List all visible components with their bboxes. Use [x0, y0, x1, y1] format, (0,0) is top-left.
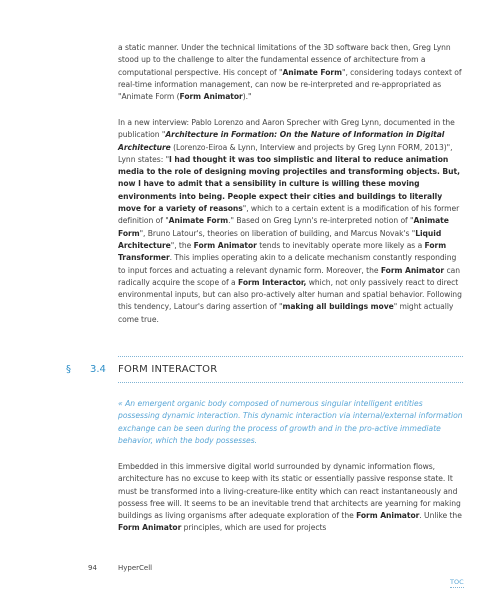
- term-animate-form: Animate Form: [118, 216, 449, 238]
- section-divider-top: [118, 356, 463, 357]
- page-number: 94: [88, 564, 97, 572]
- term-animate-form: Animate Form: [282, 67, 342, 77]
- term-form-animator: Form Animator: [193, 240, 257, 250]
- text-run: In a new interview: Pablo Lorenzo and Aaron Sprecher with Greg Lynn, documented in the publication ": [118, 118, 455, 140]
- term-form-animator: Form Animator: [356, 511, 420, 521]
- publication-title: Architecture in Formation: On the Nature of Information in Digital Architecture: [118, 130, 445, 152]
- body-paragraph-1: [118, 42, 463, 103]
- text-run: " might actually come true.: [118, 302, 454, 324]
- lynn-quote: I had thought it was too simplistic and literal to reduce animation media to the role of designing moving projectiles and transforming objects. But, now I have to admit that a sensibility in culture is willing these moving environments into being. People expect their cities and buildings to literally move for a variety of reasons: [118, 154, 460, 214]
- text-run: ", considering todays context of real-time information management, can now be re-interpreted and re-appropriated as "Animate Form (: [118, 67, 462, 102]
- latour-assertion: making all buildings move: [282, 302, 394, 312]
- section-title: FORM INTERACTOR: [118, 364, 218, 375]
- text-run: ." Based on Greg Lynn's re-interpreted notion of ": [228, 216, 414, 226]
- term-form-animator: Form Animator: [179, 92, 243, 102]
- section-number: 3.4: [90, 364, 106, 375]
- term-liquid-architecture: Liquid Architecture: [118, 228, 442, 250]
- term-form-interactor: Form Interactor,: [237, 277, 307, 287]
- text-run: ).": [242, 92, 252, 102]
- term-form-animator: Form Animator: [380, 265, 445, 275]
- term-form-animator: Form Animator: [118, 523, 182, 533]
- section-symbol: §: [66, 364, 71, 375]
- text-run: tends to inevitably operate more likely as a: [256, 240, 425, 250]
- text-run: (Lorenzo-Eiroa & Lynn, Interview and projects by Greg Lynn FORM, 2013)", Lynn states: ": [118, 142, 453, 164]
- text-run: a static manner. Under the technical limitations of the 3D software back then, Greg Lynn stood up to the challenge to alter the fundamental essence of architecture from a computational perspective. His concept of ": [118, 43, 451, 77]
- text-run: principles, which are used for projects: [181, 523, 327, 533]
- body-paragraph-2: [118, 117, 463, 326]
- epigraph-quote: « An emergent organic body composed of numerous singular intelligent entities possessing dynamic interaction. This dynamic interaction via internal/external information exchange can be seen during the process of growth and in the pro-active immediate behavior, which the body possesses.: [118, 399, 463, 445]
- text-run: ", which to a certain extent is a modification of his former definition of ": [118, 204, 460, 226]
- body-paragraph-3: [118, 461, 463, 535]
- term-form-transformer: Form Transformer: [118, 240, 447, 263]
- text-run: Embedded in this immersive digital world surrounded by dynamic information flows, architecture has no excuse to keep with its static or essentially passive response state. It must be transformed into a living-creature-like entity which can react instantaneously and possess free will. It seems to be an inevitable trend that architects are yearning for making buildings as living organisms after adequate exploration of the: [118, 462, 461, 521]
- toc-link[interactable]: TOC: [450, 578, 464, 586]
- section-divider-bottom: [118, 382, 463, 383]
- text-run: which, not only passively react to direct environmental inputs, but can also pro-actively alter human and spatial behavior. Following this tendency, Latour's daring assertion of ": [118, 277, 462, 312]
- text-run: . Unlike the: [419, 511, 462, 521]
- text-run: can radically acquire the scope of a: [118, 265, 460, 287]
- text-run: . This implies operating akin to a delicate mechanism constantly responding to input forces and actuating a relevant dynamic form. Moreover, the: [118, 253, 457, 275]
- text-run: ", the: [170, 240, 194, 250]
- running-footer-title: HyperCell: [118, 564, 153, 572]
- section-heading: [0, 356, 486, 386]
- text-run: ", Bruno Latour's, theories on liberation of building, and Marcus Novak's ": [139, 228, 416, 238]
- term-animate-form: Animate Form: [168, 216, 229, 226]
